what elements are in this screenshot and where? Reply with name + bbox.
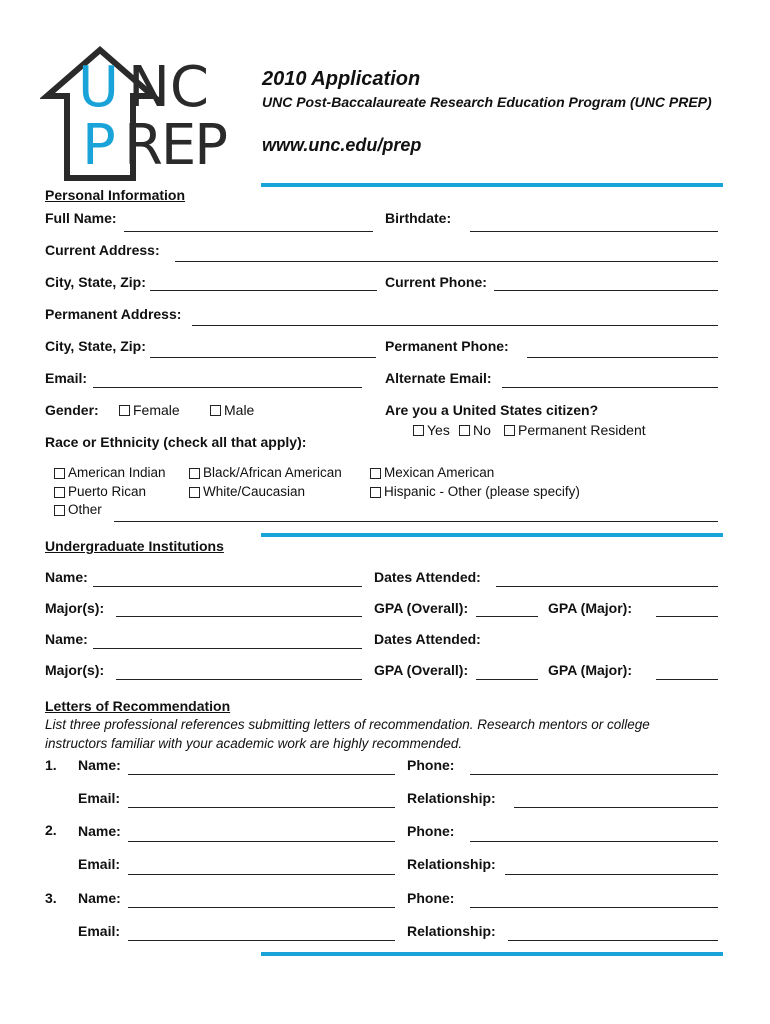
citizen-yes-checkbox[interactable] [413, 422, 450, 438]
logo-letter-p: P [82, 113, 116, 178]
ref2-relationship-field[interactable] [505, 874, 718, 875]
checkbox-box[interactable] [54, 487, 65, 498]
checkbox-box[interactable] [370, 468, 381, 479]
logo-letters-nc: NC [128, 55, 209, 120]
gender-female-label: Female [133, 402, 180, 418]
program-subtitle: UNC Post-Baccalaureate Research Education Program (UNC PREP) [262, 94, 712, 110]
ref1-name-label: Name: [78, 757, 121, 773]
ref2-relationship-label: Relationship: [407, 856, 496, 872]
city-state-zip-2-label: City, State, Zip: [45, 338, 146, 354]
permanent-phone-label: Permanent Phone: [385, 338, 509, 354]
section-rule-undergrad [261, 533, 723, 537]
full-name-field[interactable] [124, 231, 373, 232]
inst2-name-label: Name: [45, 631, 88, 647]
alternate-email-label: Alternate Email: [385, 370, 492, 386]
current-phone-label: Current Phone: [385, 274, 487, 290]
citizen-yes-label: Yes [427, 422, 450, 438]
race-puerto-rican-checkbox[interactable] [54, 484, 146, 500]
birthdate-field[interactable] [470, 231, 718, 232]
inst1-dates-field[interactable] [496, 586, 718, 587]
checkbox-box[interactable] [459, 425, 470, 436]
logo-letters-rep: REP [124, 113, 227, 178]
checkbox-box[interactable] [210, 405, 221, 416]
birthdate-label: Birthdate: [385, 210, 452, 226]
email-label: Email: [45, 370, 88, 386]
ref3-name-field[interactable] [128, 907, 395, 908]
city-state-zip-2-field[interactable] [150, 357, 376, 358]
inst1-gpa-major-field[interactable] [656, 616, 718, 617]
checkbox-box[interactable] [54, 468, 65, 479]
ref1-number: 1. [45, 757, 57, 773]
inst2-majors-label: Major(s): [45, 662, 105, 678]
full-name-label: Full Name: [45, 210, 117, 226]
ref3-number: 3. [45, 890, 57, 906]
race-other-checkbox[interactable] [54, 502, 102, 518]
race-mexican-checkbox[interactable] [370, 465, 494, 481]
ref3-relationship-label: Relationship: [407, 923, 496, 939]
inst1-name-label: Name: [45, 569, 88, 585]
race-other-label: Other [68, 502, 102, 517]
inst2-gpa-overall-label: GPA (Overall): [374, 662, 469, 678]
citizen-permanent-resident-checkbox[interactable] [504, 422, 646, 438]
checkbox-box[interactable] [189, 468, 200, 479]
ref2-name-field[interactable] [128, 841, 395, 842]
section-rule-bottom [261, 952, 723, 956]
gender-label: Gender: [45, 402, 99, 418]
personal-info-heading: Personal Information [45, 187, 186, 203]
checkbox-box[interactable] [119, 405, 130, 416]
gender-male-checkbox[interactable] [210, 402, 254, 418]
race-mexican-label: Mexican American [384, 465, 495, 480]
race-black-checkbox[interactable] [189, 465, 342, 481]
gender-female-checkbox[interactable] [119, 402, 180, 418]
letters-instructions-line1: List three professional references submitting letters of recommendation. Research mentors or college [45, 717, 650, 732]
ref2-number: 2. [45, 822, 57, 838]
ref3-email-field[interactable] [128, 940, 395, 941]
ref1-relationship-label: Relationship: [407, 790, 496, 806]
ref3-email-label: Email: [78, 923, 121, 939]
city-state-zip-field[interactable] [150, 290, 377, 291]
ref3-relationship-field[interactable] [508, 940, 718, 941]
logo-letter-u: U [78, 55, 119, 120]
section-rule-top [261, 183, 723, 187]
program-url: www.unc.edu/prep [262, 135, 422, 155]
inst1-gpa-overall-field[interactable] [476, 616, 538, 617]
ref1-email-label: Email: [78, 790, 121, 806]
alternate-email-field[interactable] [502, 387, 718, 388]
inst2-dates-label: Dates Attended: [374, 631, 481, 647]
ref2-phone-label: Phone: [407, 823, 455, 839]
race-white-label: White/Caucasian [203, 484, 306, 499]
race-american-indian-checkbox[interactable] [54, 465, 166, 481]
race-other-specify-field[interactable] [114, 521, 718, 522]
ref2-email-label: Email: [78, 856, 121, 872]
citizen-question: Are you a United States citizen? [385, 402, 599, 418]
ref3-phone-field[interactable] [470, 907, 718, 908]
page-title: 2010 Application [262, 68, 421, 90]
race-question: Race or Ethnicity (check all that apply): [45, 434, 307, 450]
inst1-majors-label: Major(s): [45, 600, 105, 616]
inst2-name-field[interactable] [93, 648, 362, 649]
permanent-address-field[interactable] [192, 325, 718, 326]
current-address-field[interactable] [175, 261, 718, 262]
ref1-name-field[interactable] [128, 774, 395, 775]
gender-male-label: Male [224, 402, 255, 418]
current-address-label: Current Address: [45, 242, 160, 258]
inst1-gpa-major-label: GPA (Major): [548, 600, 632, 616]
ref1-phone-field[interactable] [470, 774, 718, 775]
inst1-name-field[interactable] [93, 586, 362, 587]
ref1-email-field[interactable] [128, 807, 395, 808]
citizen-permanent-resident-label: Permanent Resident [518, 422, 646, 438]
inst2-gpa-overall-field[interactable] [476, 679, 538, 680]
ref1-phone-label: Phone: [407, 757, 455, 773]
race-american-indian-label: American Indian [68, 465, 166, 480]
checkbox-box[interactable] [370, 487, 381, 498]
checkbox-box[interactable] [189, 487, 200, 498]
race-black-label: Black/African American [203, 465, 342, 480]
checkbox-box[interactable] [504, 425, 515, 436]
race-puerto-rican-label: Puerto Rican [68, 484, 147, 499]
letters-instructions-line2: instructors familiar with your academic work are highly recommended. [45, 736, 463, 751]
checkbox-box[interactable] [413, 425, 424, 436]
inst1-gpa-overall-label: GPA (Overall): [374, 600, 469, 616]
citizen-no-checkbox[interactable] [459, 422, 491, 438]
ref2-email-field[interactable] [128, 874, 395, 875]
permanent-address-label: Permanent Address: [45, 306, 182, 322]
inst2-majors-field[interactable] [116, 679, 362, 680]
ref2-phone-field[interactable] [470, 841, 718, 842]
citizen-no-label: No [473, 422, 491, 438]
inst1-dates-label: Dates Attended: [374, 569, 481, 585]
race-hispanic-other-checkbox[interactable] [370, 484, 580, 500]
ref3-phone-label: Phone: [407, 890, 455, 906]
undergrad-heading: Undergraduate Institutions [45, 538, 224, 554]
current-phone-field[interactable] [494, 290, 718, 291]
ref2-name-label: Name: [78, 823, 121, 839]
ref3-name-label: Name: [78, 890, 121, 906]
letters-heading: Letters of Recommendation [45, 698, 231, 714]
email-field[interactable] [93, 387, 362, 388]
permanent-phone-field[interactable] [527, 357, 718, 358]
ref1-relationship-field[interactable] [514, 807, 718, 808]
inst1-majors-field[interactable] [116, 616, 362, 617]
inst2-gpa-major-field[interactable] [656, 679, 718, 680]
race-hispanic-other-label: Hispanic - Other (please specify) [384, 484, 580, 499]
checkbox-box[interactable] [54, 505, 65, 516]
city-state-zip-label: City, State, Zip: [45, 274, 146, 290]
race-white-checkbox[interactable] [189, 484, 305, 500]
inst2-gpa-major-label: GPA (Major): [548, 662, 632, 678]
